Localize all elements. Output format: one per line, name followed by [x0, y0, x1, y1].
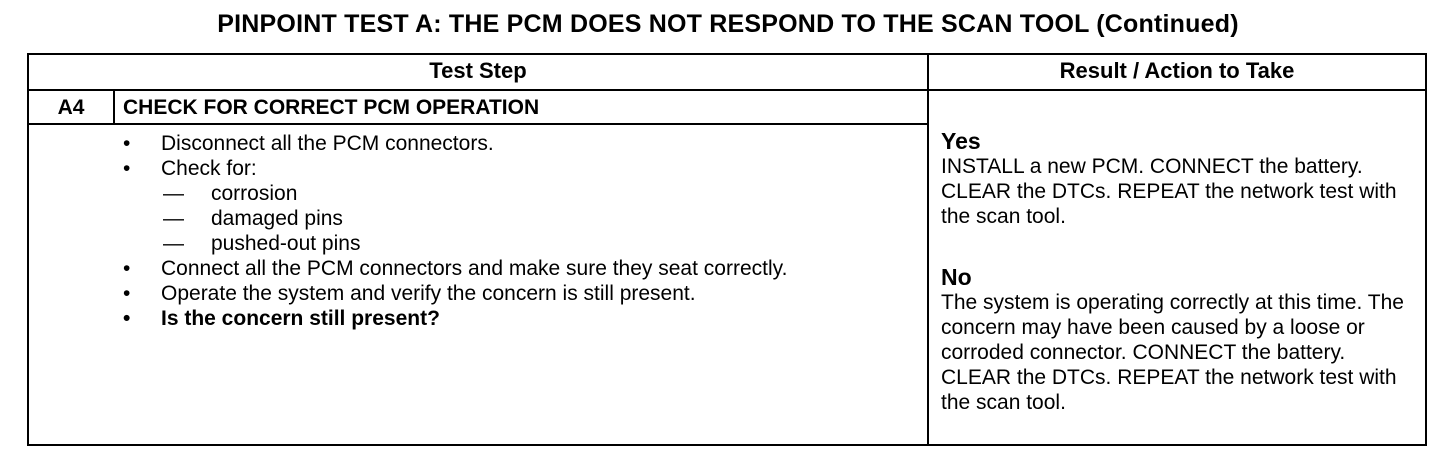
question-text: Is the concern still present? — [161, 307, 440, 330]
dash-icon: — — [163, 182, 184, 205]
result-header: Result / Action to Take — [1059, 58, 1295, 83]
no-action: The system is operating correctly at this time. The concern may have been caused by a loose or corroded connector. CONNECT the battery. CLEAR the DTCs. REPEAT the network test with the scan tool. — [941, 291, 1404, 414]
bullet-icon: • — [123, 157, 131, 180]
yes-result — [941, 129, 1419, 229]
sub-list-item: — damaged pins — [163, 207, 343, 230]
list-item: • Disconnect all the PCM connectors. — [123, 132, 494, 155]
yes-label: Yes — [941, 128, 981, 154]
sub-list-item: — pushed-out pins — [163, 232, 361, 255]
bullet-icon: • — [123, 257, 131, 280]
bullet-icon: • — [123, 132, 131, 155]
step-instructions — [119, 131, 919, 331]
dash-icon: — — [163, 232, 184, 255]
step-id-divider — [113, 89, 115, 125]
dash-icon: — — [163, 207, 184, 230]
bullet-icon: • — [123, 307, 131, 330]
list-item: • Check for: — [123, 157, 257, 180]
yes-action: INSTALL a new PCM. CONNECT the battery. CLEAR the DTCs. REPEAT the network test with the scan tool. — [941, 155, 1397, 228]
no-label: No — [941, 264, 972, 290]
list-item: • Connect all the PCM connectors and make sure they seat correctly. — [123, 257, 788, 280]
test-step-header: Test Step — [429, 58, 527, 83]
list-item: • Operate the system and verify the concern is still present. — [123, 282, 696, 305]
no-result — [941, 265, 1419, 415]
step-title: CHECK FOR CORRECT PCM OPERATION — [123, 96, 540, 119]
bullet-icon: • — [123, 282, 131, 305]
sub-list-item: — corrosion — [163, 182, 298, 205]
step-id: A4 — [57, 96, 85, 119]
column-divider — [927, 55, 929, 444]
page-title: PINPOINT TEST A: THE PCM DOES NOT RESPOND TO THE SCAN TOOL (Continued) — [217, 10, 1239, 38]
list-item — [119, 306, 919, 331]
pinpoint-test-table — [27, 53, 1427, 446]
